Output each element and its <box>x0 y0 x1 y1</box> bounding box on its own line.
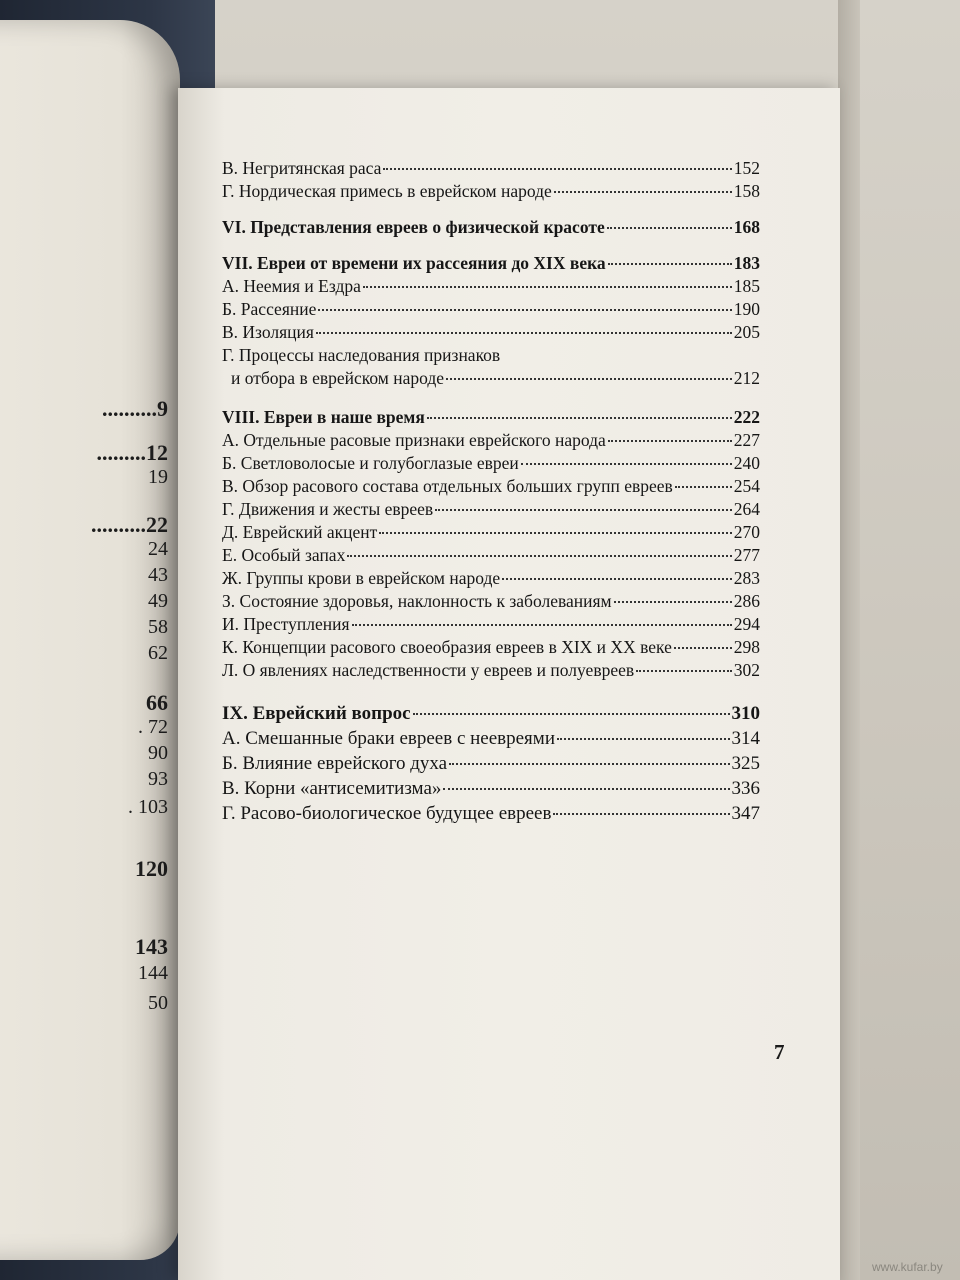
toc-entry-title: Е. Особый запах <box>222 545 346 565</box>
toc-entry <box>222 778 760 803</box>
toc-entry-page: 314 <box>731 728 760 749</box>
dot-leader <box>435 509 732 511</box>
toc-entry-page: 152 <box>733 158 760 178</box>
toc-entry-title: и отбора в еврейском народе <box>231 368 445 388</box>
toc-entry-page: 190 <box>733 299 760 319</box>
toc-entry-page: 298 <box>733 637 760 657</box>
dot-leader <box>674 647 732 649</box>
left-page-entry: 143 <box>135 934 168 959</box>
toc-entry-title: И. Преступления <box>222 614 350 634</box>
toc-entry <box>222 637 760 660</box>
toc-entry-title: В. Корни «антисемитизма» <box>222 778 442 799</box>
toc-entry <box>222 299 760 322</box>
dot-leader <box>413 713 730 715</box>
left-page-entry: ..........9 <box>102 396 168 421</box>
dot-leader <box>557 738 730 740</box>
left-page-entry: ..........22 <box>91 512 168 537</box>
toc-entry <box>222 660 760 683</box>
toc-entry-page: 310 <box>731 703 760 724</box>
dot-leader <box>675 486 732 488</box>
left-page-entry: 50 <box>148 992 168 1014</box>
left-page-entry: 49 <box>148 590 168 612</box>
toc-entry-page: 222 <box>733 407 760 427</box>
toc-entry-title: А. Смешанные браки евреев с неевреями <box>222 728 555 749</box>
dot-leader <box>608 263 732 265</box>
left-page-entry: 120 <box>135 856 168 881</box>
dot-leader <box>379 532 731 534</box>
toc-entry-title: Б. Рассеяние <box>222 299 317 319</box>
left-page-entry: 93 <box>148 768 168 790</box>
left-page-entry: 24 <box>148 538 168 560</box>
toc-entry-page: 294 <box>733 614 760 634</box>
toc-entry-page: 347 <box>731 803 760 824</box>
dot-leader <box>383 168 731 170</box>
toc-entry-page: 277 <box>733 545 760 565</box>
toc-entry-title: VIII. Евреи в наше время <box>222 407 425 427</box>
dot-leader <box>352 624 732 626</box>
toc-entry-page: 270 <box>733 522 760 542</box>
toc-entry-title: VII. Евреи от времени их рассеяния до XIX века <box>222 253 606 273</box>
toc-entry <box>222 345 760 368</box>
toc-entry <box>222 499 760 522</box>
dot-leader <box>554 191 732 193</box>
page-number: 7 <box>774 1040 785 1064</box>
dot-leader <box>608 440 732 442</box>
dot-leader <box>614 601 732 603</box>
dot-leader <box>449 763 729 765</box>
toc-entry-title: В. Негритянская раса <box>222 158 382 178</box>
toc-entry-title: Г. Нордическая примесь в еврейском народе <box>222 181 552 201</box>
toc-entry-title: Г. Движения и жесты евреев <box>222 499 434 519</box>
toc-entry-page: 302 <box>733 660 760 680</box>
toc-entry <box>222 181 760 204</box>
toc-entry-page: 185 <box>733 276 760 296</box>
toc-entry-page: 283 <box>733 568 760 588</box>
toc-entry-title: IX. Еврейский вопрос <box>222 703 411 724</box>
dot-leader <box>363 286 732 288</box>
dot-leader <box>318 309 731 311</box>
left-page-entry: . 72 <box>138 716 168 738</box>
dot-leader <box>502 578 732 580</box>
dot-leader <box>446 378 732 380</box>
toc-entry-title: З. Состояние здоровья, наклонность к заболеваниям <box>222 591 612 611</box>
table-of-contents <box>222 158 760 828</box>
left-page-entry: 58 <box>148 616 168 638</box>
toc-chapter-heading <box>222 407 760 430</box>
toc-entry <box>222 803 760 828</box>
toc-entry-page: 240 <box>733 453 760 473</box>
toc-entry-title: Б. Светловолосые и голубоглазые евреи <box>222 453 519 473</box>
left-page-entry: 144 <box>138 962 168 984</box>
toc-entry-title: В. Изоляция <box>222 322 314 342</box>
dot-leader <box>443 788 729 790</box>
toc-entry-title: Ж. Группы крови в еврейском народе <box>222 568 501 588</box>
toc-chapter-heading <box>222 253 760 276</box>
toc-entry-title: А. Неемия и Ездра <box>222 276 361 296</box>
dot-leader <box>347 555 731 557</box>
toc-entry-title: Б. Влияние еврейского духа <box>222 753 448 774</box>
dot-leader <box>636 670 732 672</box>
toc-entry <box>222 522 760 545</box>
watermark: www.kufar.by <box>872 1260 943 1274</box>
toc-entry-title: Л. О явлениях наследственности у евреев и полуевреев <box>222 660 635 680</box>
toc-entry-page: 158 <box>733 181 760 201</box>
toc-entry <box>222 728 760 753</box>
toc-entry <box>222 591 760 614</box>
book-cover-edge <box>838 0 860 1280</box>
dot-leader <box>521 463 732 465</box>
toc-entry-title: Г. Процессы наследования признаков <box>222 345 501 365</box>
left-page-entry: 43 <box>148 564 168 586</box>
toc-entry <box>222 158 760 181</box>
left-page-entry: 19 <box>148 466 168 488</box>
left-page <box>0 20 180 1260</box>
dot-leader <box>427 417 732 419</box>
toc-entry <box>222 614 760 637</box>
toc-entry <box>222 276 760 299</box>
left-page-entry: 62 <box>148 642 168 664</box>
toc-entry-page: 264 <box>733 499 760 519</box>
toc-entry <box>222 430 760 453</box>
dot-leader <box>316 332 732 334</box>
toc-chapter-heading <box>222 703 760 728</box>
toc-entry-title: Д. Еврейский акцент <box>222 522 378 542</box>
left-page-entry: 90 <box>148 742 168 764</box>
toc-entry-page: 286 <box>733 591 760 611</box>
toc-entry-page: 183 <box>733 253 760 273</box>
left-page-entry: 66 <box>146 690 168 715</box>
toc-entry-page: 212 <box>733 368 760 388</box>
toc-entry <box>222 322 760 345</box>
toc-entry-page: 336 <box>731 778 760 799</box>
toc-entry <box>222 753 760 778</box>
toc-entry-page: 254 <box>733 476 760 496</box>
toc-entry-page: 168 <box>733 217 760 237</box>
toc-entry <box>222 545 760 568</box>
toc-entry <box>222 476 760 499</box>
toc-entry-page: 227 <box>733 430 760 450</box>
toc-entry-title: VI. Представления евреев о физической красоте <box>222 217 605 237</box>
toc-entry-title: Г. Расово-биологическое будущее евреев <box>222 803 552 824</box>
toc-entry-page: 205 <box>733 322 760 342</box>
toc-entry-continuation <box>222 368 760 391</box>
toc-entry <box>222 453 760 476</box>
dot-leader <box>607 227 732 229</box>
toc-entry-page: 325 <box>731 753 760 774</box>
toc-entry-title: В. Обзор расового состава отдельных больших групп евреев <box>222 476 673 496</box>
left-page-entry: .........12 <box>96 440 168 465</box>
toc-entry-title: А. Отдельные расовые признаки еврейского народа <box>222 430 606 450</box>
toc-entry <box>222 568 760 591</box>
toc-chapter-heading <box>222 217 760 240</box>
toc-entry-title: К. Концепции расового своеобразия евреев в XIX и XX веке <box>222 637 672 657</box>
dot-leader <box>553 813 729 815</box>
left-page-entry: . 103 <box>128 796 168 818</box>
